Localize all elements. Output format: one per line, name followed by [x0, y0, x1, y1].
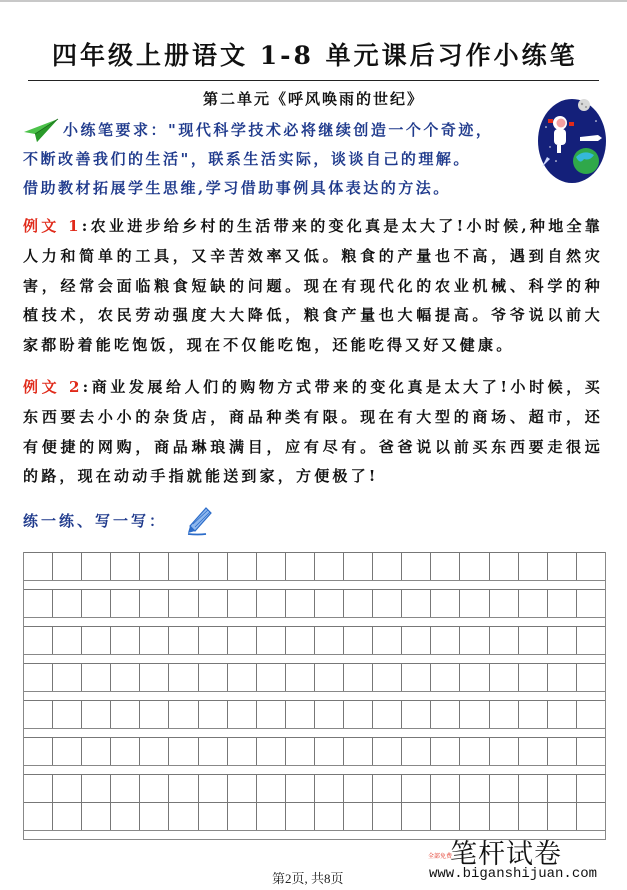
- grid-cell[interactable]: [199, 552, 228, 580]
- grid-cell[interactable]: [140, 802, 169, 830]
- grid-cell[interactable]: [169, 589, 198, 617]
- grid-cell[interactable]: [460, 737, 489, 765]
- grid-cell[interactable]: [519, 626, 548, 654]
- grid-cell[interactable]: [548, 700, 577, 728]
- grid-cell[interactable]: [82, 663, 111, 691]
- grid-cell[interactable]: [257, 663, 286, 691]
- grid-cell[interactable]: [431, 802, 460, 830]
- grid-cell[interactable]: [169, 626, 198, 654]
- grid-cell[interactable]: [315, 737, 344, 765]
- grid-cell[interactable]: [53, 626, 82, 654]
- grid-cell[interactable]: [199, 589, 228, 617]
- grid-cell[interactable]: [111, 589, 140, 617]
- grid-cell[interactable]: [402, 802, 431, 830]
- grid-cell[interactable]: [257, 626, 286, 654]
- grid-row-gap: [23, 765, 606, 774]
- example-paragraph-1: [23, 212, 603, 361]
- example-label-1: 例文 1: [23, 217, 82, 235]
- grid-cell[interactable]: [490, 589, 519, 617]
- grid-cell[interactable]: [402, 626, 431, 654]
- grid-cell[interactable]: [286, 663, 315, 691]
- grid-row: [23, 626, 606, 654]
- grid-cell[interactable]: [286, 802, 315, 830]
- grid-cell[interactable]: [577, 589, 605, 617]
- grid-cell[interactable]: [199, 626, 228, 654]
- grid-cell[interactable]: [373, 802, 402, 830]
- grid-cell[interactable]: [199, 700, 228, 728]
- grid-cell[interactable]: [228, 663, 257, 691]
- grid-cell[interactable]: [460, 802, 489, 830]
- grid-cell[interactable]: [53, 663, 82, 691]
- grid-cell[interactable]: [228, 589, 257, 617]
- grid-cell[interactable]: [315, 663, 344, 691]
- requirement-line-3: 借助教材拓展学生思维,学习借助事例具体表达的方法。: [23, 179, 451, 197]
- grid-cell[interactable]: [373, 589, 402, 617]
- grid-cell[interactable]: [373, 626, 402, 654]
- grid-cell[interactable]: [24, 589, 53, 617]
- grid-cell[interactable]: [577, 700, 605, 728]
- grid-row-gap: [23, 617, 606, 626]
- grid-cell[interactable]: [228, 802, 257, 830]
- grid-cell[interactable]: [431, 737, 460, 765]
- requirement-line-1: 小练笔要求："现代科学技术必将继续创造一个个奇迹，: [63, 121, 494, 139]
- grid-cell[interactable]: [344, 663, 373, 691]
- page-number: 第2页, 共8页: [272, 871, 344, 886]
- grid-row-gap: [23, 654, 606, 663]
- grid-cell[interactable]: [286, 774, 315, 802]
- grid-cell[interactable]: [169, 737, 198, 765]
- grid-cell[interactable]: [228, 774, 257, 802]
- grid-cell[interactable]: [169, 552, 198, 580]
- grid-cell[interactable]: [24, 802, 53, 830]
- grid-cell[interactable]: [490, 737, 519, 765]
- grid-cell[interactable]: [519, 737, 548, 765]
- grid-cell[interactable]: [373, 663, 402, 691]
- grid-cell[interactable]: [548, 802, 577, 830]
- grid-cell[interactable]: [315, 700, 344, 728]
- example-paragraph-2: [23, 373, 603, 492]
- grid-cell[interactable]: [519, 589, 548, 617]
- grid-cell[interactable]: [344, 589, 373, 617]
- grid-cell[interactable]: [111, 663, 140, 691]
- grid-cell[interactable]: [199, 802, 228, 830]
- grid-cell[interactable]: [548, 663, 577, 691]
- grid-cell[interactable]: [24, 552, 53, 580]
- grid-cell[interactable]: [431, 663, 460, 691]
- grid-cell[interactable]: [460, 700, 489, 728]
- grid-cell[interactable]: [519, 552, 548, 580]
- grid-cell[interactable]: [169, 802, 198, 830]
- grid-cell[interactable]: [431, 626, 460, 654]
- brand-logo: 笔杆试卷: [450, 839, 562, 870]
- grid-cell[interactable]: [315, 626, 344, 654]
- grid-cell[interactable]: [111, 626, 140, 654]
- example-text-2: :商业发展给人们的购物方式带来的变化真是太大了!小时候，买东西要去小小的杂货店，商品种类有限。现在有大型的商场、超市，还有便捷的网购，商品琳琅满目，应有尽有。爸爸说以前买东西要走很远的路，现在动动手指就能送到家，方便极了!: [23, 378, 603, 486]
- grid-cell[interactable]: [257, 774, 286, 802]
- writing-grid[interactable]: [23, 552, 606, 840]
- grid-cell[interactable]: [373, 552, 402, 580]
- grid-cell[interactable]: [257, 802, 286, 830]
- grid-cell[interactable]: [490, 774, 519, 802]
- practice-heading: 练一练、写一写：: [23, 512, 168, 530]
- grid-cell[interactable]: [24, 737, 53, 765]
- grid-cell[interactable]: [460, 663, 489, 691]
- grid-cell[interactable]: [53, 774, 82, 802]
- grid-cell[interactable]: [315, 552, 344, 580]
- page-title: 四年级上册语文 1-8 单元课后习作小练笔: [52, 41, 578, 70]
- grid-cell[interactable]: [228, 700, 257, 728]
- grid-cell[interactable]: [199, 737, 228, 765]
- grid-cell[interactable]: [402, 700, 431, 728]
- astronaut-illustration-icon: [536, 97, 608, 185]
- brand-url[interactable]: www.biganshijuan.com: [429, 866, 598, 882]
- grid-cell[interactable]: [490, 552, 519, 580]
- grid-cell[interactable]: [199, 663, 228, 691]
- grid-cell[interactable]: [402, 589, 431, 617]
- grid-cell[interactable]: [53, 552, 82, 580]
- grid-cell[interactable]: [460, 626, 489, 654]
- grid-cell[interactable]: [519, 700, 548, 728]
- grid-cell[interactable]: [490, 663, 519, 691]
- grid-cell[interactable]: [402, 552, 431, 580]
- grid-cell[interactable]: [577, 552, 605, 580]
- grid-cell[interactable]: [344, 626, 373, 654]
- grid-cell[interactable]: [577, 774, 605, 802]
- grid-cell[interactable]: [82, 774, 111, 802]
- grid-cell[interactable]: [315, 802, 344, 830]
- grid-cell[interactable]: [373, 737, 402, 765]
- grid-cell[interactable]: [548, 774, 577, 802]
- grid-cell[interactable]: [315, 774, 344, 802]
- grid-cell[interactable]: [344, 774, 373, 802]
- grid-cell[interactable]: [519, 663, 548, 691]
- grid-cell[interactable]: [490, 802, 519, 830]
- grid-cell[interactable]: [82, 552, 111, 580]
- grid-cell[interactable]: [82, 700, 111, 728]
- grid-cell[interactable]: [373, 700, 402, 728]
- grid-cell[interactable]: [286, 552, 315, 580]
- grid-cell[interactable]: [82, 802, 111, 830]
- grid-cell[interactable]: [344, 700, 373, 728]
- grid-cell[interactable]: [402, 737, 431, 765]
- grid-cell[interactable]: [577, 737, 605, 765]
- grid-cell[interactable]: [286, 737, 315, 765]
- grid-cell[interactable]: [140, 626, 169, 654]
- title-divider: [28, 80, 599, 81]
- grid-cell[interactable]: [228, 552, 257, 580]
- grid-row: [23, 663, 606, 691]
- grid-cell[interactable]: [286, 589, 315, 617]
- grid-cell[interactable]: [548, 626, 577, 654]
- grid-row-gap: [23, 728, 606, 737]
- grid-row: [23, 589, 606, 617]
- grid-cell[interactable]: [111, 774, 140, 802]
- grid-cell[interactable]: [431, 774, 460, 802]
- grid-cell[interactable]: [257, 589, 286, 617]
- grid-cell[interactable]: [548, 552, 577, 580]
- grid-cell[interactable]: [228, 737, 257, 765]
- grid-row: [23, 700, 606, 728]
- grid-cell[interactable]: [140, 552, 169, 580]
- grid-cell[interactable]: [24, 626, 53, 654]
- grid-cell[interactable]: [490, 700, 519, 728]
- grid-cell[interactable]: [199, 774, 228, 802]
- grid-cell[interactable]: [111, 700, 140, 728]
- grid-cell[interactable]: [344, 802, 373, 830]
- grid-cell[interactable]: [82, 589, 111, 617]
- grid-cell[interactable]: [228, 626, 257, 654]
- unit-subtitle: 第二单元《呼风唤雨的世纪》: [202, 90, 424, 108]
- grid-cell[interactable]: [460, 774, 489, 802]
- writing-requirement: [23, 116, 528, 203]
- grid-cell[interactable]: [519, 774, 548, 802]
- grid-row: [23, 802, 606, 830]
- grid-cell[interactable]: [431, 700, 460, 728]
- grid-cell[interactable]: [169, 700, 198, 728]
- brand-tag: 全部免费: [428, 853, 453, 860]
- grid-cell[interactable]: [140, 700, 169, 728]
- grid-cell[interactable]: [315, 589, 344, 617]
- grid-cell[interactable]: [490, 626, 519, 654]
- grid-cell[interactable]: [82, 626, 111, 654]
- grid-cell[interactable]: [53, 700, 82, 728]
- example-label-2: 例文 2: [23, 378, 83, 396]
- grid-cell[interactable]: [577, 626, 605, 654]
- grid-cell[interactable]: [111, 737, 140, 765]
- grid-cell[interactable]: [460, 552, 489, 580]
- grid-cell[interactable]: [53, 737, 82, 765]
- top-border: [0, 0, 627, 2]
- grid-cell[interactable]: [344, 737, 373, 765]
- grid-cell[interactable]: [53, 802, 82, 830]
- grid-cell[interactable]: [82, 737, 111, 765]
- grid-cell[interactable]: [577, 802, 605, 830]
- grid-cell[interactable]: [24, 700, 53, 728]
- grid-cell[interactable]: [286, 626, 315, 654]
- grid-cell[interactable]: [402, 663, 431, 691]
- grid-cell[interactable]: [286, 700, 315, 728]
- grid-row: [23, 737, 606, 765]
- grid-row-gap: [23, 580, 606, 589]
- grid-cell[interactable]: [111, 802, 140, 830]
- grid-cell[interactable]: [431, 552, 460, 580]
- grid-row-gap: [23, 691, 606, 700]
- grid-cell[interactable]: [257, 700, 286, 728]
- grid-cell[interactable]: [169, 774, 198, 802]
- grid-cell[interactable]: [402, 774, 431, 802]
- requirement-line-2: 不断改善我们的生活"，联系生活实际，谈谈自己的理解。: [23, 150, 471, 168]
- grid-cell[interactable]: [344, 552, 373, 580]
- grid-cell[interactable]: [169, 663, 198, 691]
- pencil-icon: [184, 504, 214, 536]
- grid-cell[interactable]: [140, 589, 169, 617]
- grid-cell[interactable]: [257, 552, 286, 580]
- grid-cell[interactable]: [24, 774, 53, 802]
- grid-cell[interactable]: [24, 663, 53, 691]
- grid-cell[interactable]: [140, 737, 169, 765]
- grid-cell[interactable]: [257, 737, 286, 765]
- example-text-1: :农业进步给乡村的生活带来的变化真是太大了!小时候,种地全靠人力和简单的工具，又辛苦效率又低。粮食的产量也不高，遇到自然灾害，经常会面临粮食短缺的问题。现在有现代化的农业机械、科学的种植技术，农民劳动强度大大降低，粮食产量也大幅提高。爷爷说以前大家都盼着能吃饱饭，现在不仅能吃饱，还能吃得又好又健康。: [23, 217, 603, 355]
- grid-cell[interactable]: [431, 589, 460, 617]
- grid-cell[interactable]: [577, 663, 605, 691]
- grid-row: [23, 552, 606, 580]
- grid-cell[interactable]: [53, 589, 82, 617]
- grid-cell[interactable]: [373, 774, 402, 802]
- grid-cell[interactable]: [548, 737, 577, 765]
- grid-cell[interactable]: [460, 589, 489, 617]
- grid-row: [23, 774, 606, 802]
- grid-cell[interactable]: [519, 802, 548, 830]
- grid-cell[interactable]: [140, 774, 169, 802]
- grid-cell[interactable]: [140, 663, 169, 691]
- grid-cell[interactable]: [548, 589, 577, 617]
- grid-cell[interactable]: [111, 552, 140, 580]
